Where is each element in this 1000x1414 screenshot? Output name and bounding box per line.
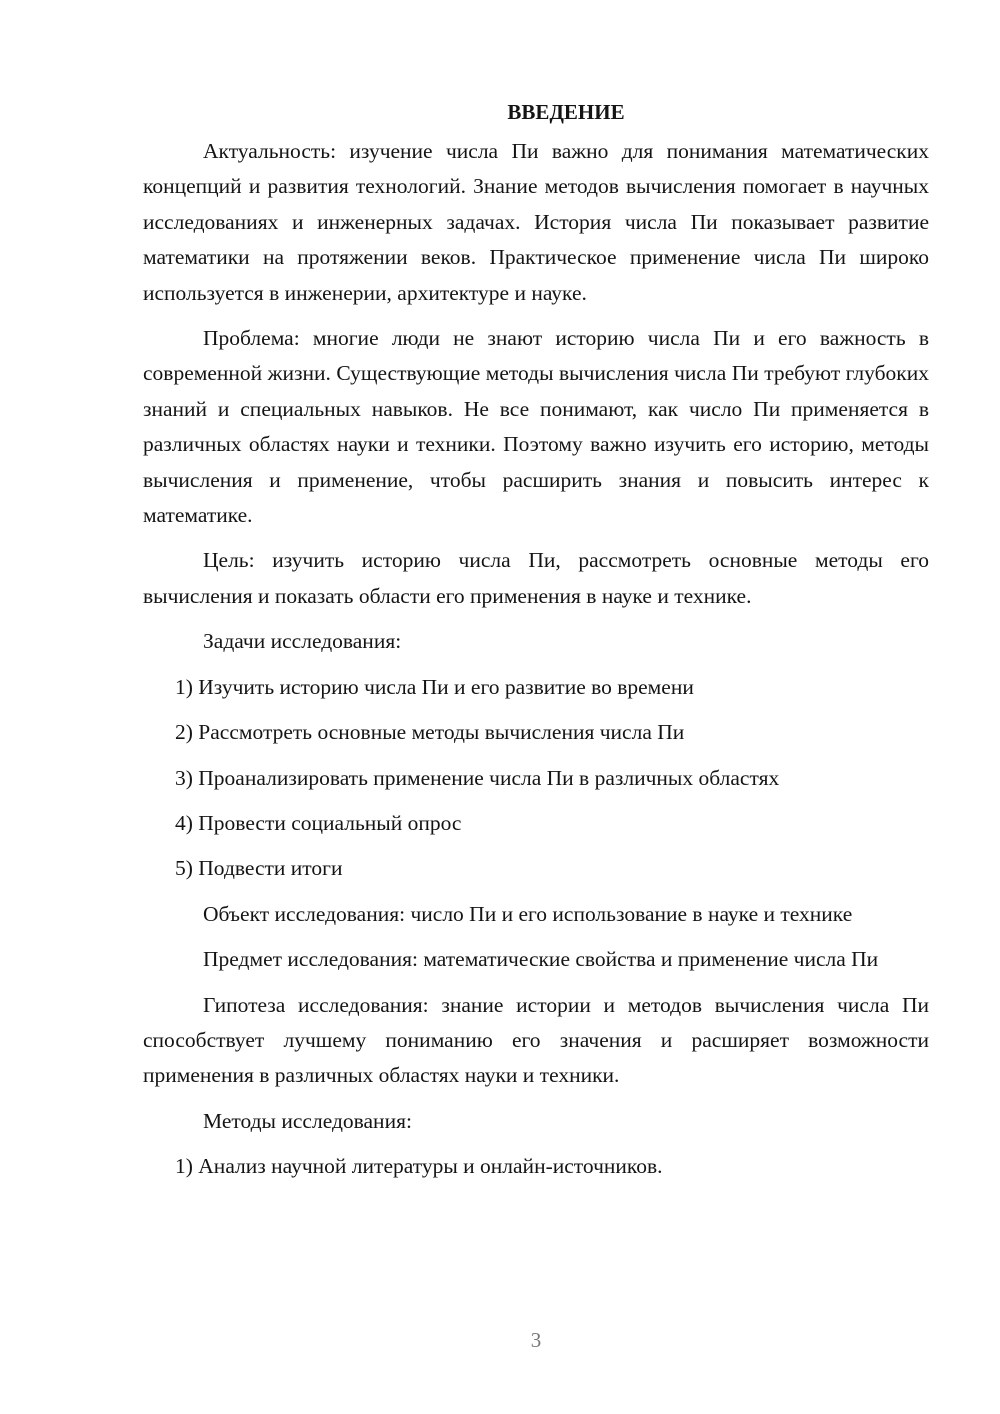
tasks-list [143,670,929,887]
page-number: 3 [530,1328,542,1352]
section-title: ВВЕДЕНИЕ [507,100,625,124]
method-item: 1) Анализ научной литературы и онлайн-источников. [175,1154,663,1179]
tasks-heading: Задачи исследования: [203,629,402,654]
goal-paragraph: Цель: изучить историю числа Пи, рассмотреть основные методы его вычисления и показать области его применения в науке и технике. [143,548,929,608]
task-item: 3) Проанализировать применение числа Пи в различных областях [175,765,780,790]
task-item: 4) Провести социальный опрос [175,810,462,835]
methods-list [143,1149,929,1184]
task-item: 1) Изучить историю числа Пи и его развитие во времени [175,674,694,699]
task-item: 5) Подвести итоги [175,856,343,881]
methods-heading: Методы исследования: [203,1108,412,1133]
subject-paragraph: Предмет исследования: математические свойства и применение числа Пи [203,947,879,972]
object-paragraph: Объект исследования: число Пи и его использование в науке и технике [203,901,853,926]
task-item: 2) Рассмотреть основные методы вычисления числа Пи [175,720,685,745]
page-content [143,96,929,1195]
hypothesis-paragraph: Гипотеза исследования: знание истории и методов вычисления числа Пи способствует лучшему пониманию его значения и расширяет возможности применения в различных областях науки и техники. [143,992,929,1088]
relevance-paragraph: Актуальность: изучение числа Пи важно для понимания математических концепций и развития технологий. Знание методов вычисления помогает в научных исследованиях и инженерных задачах. История числа Пи показывает развитие математики на протяжении веков. Практическое применение числа Пи широко используется в инженерии, архитектуре и науке. [143,139,929,305]
problem-paragraph: Проблема: многие люди не знают историю числа Пи и его важность в современной жизни. Существующие методы вычисления числа Пи требуют глубоких знаний и специальных навыков. Не все понимают, как число Пи применяется в различных областях науки и техники. Поэтому важно изучить его историю, методы вычисления и применение, чтобы расширить знания и повысить интерес к математике. [143,326,929,528]
